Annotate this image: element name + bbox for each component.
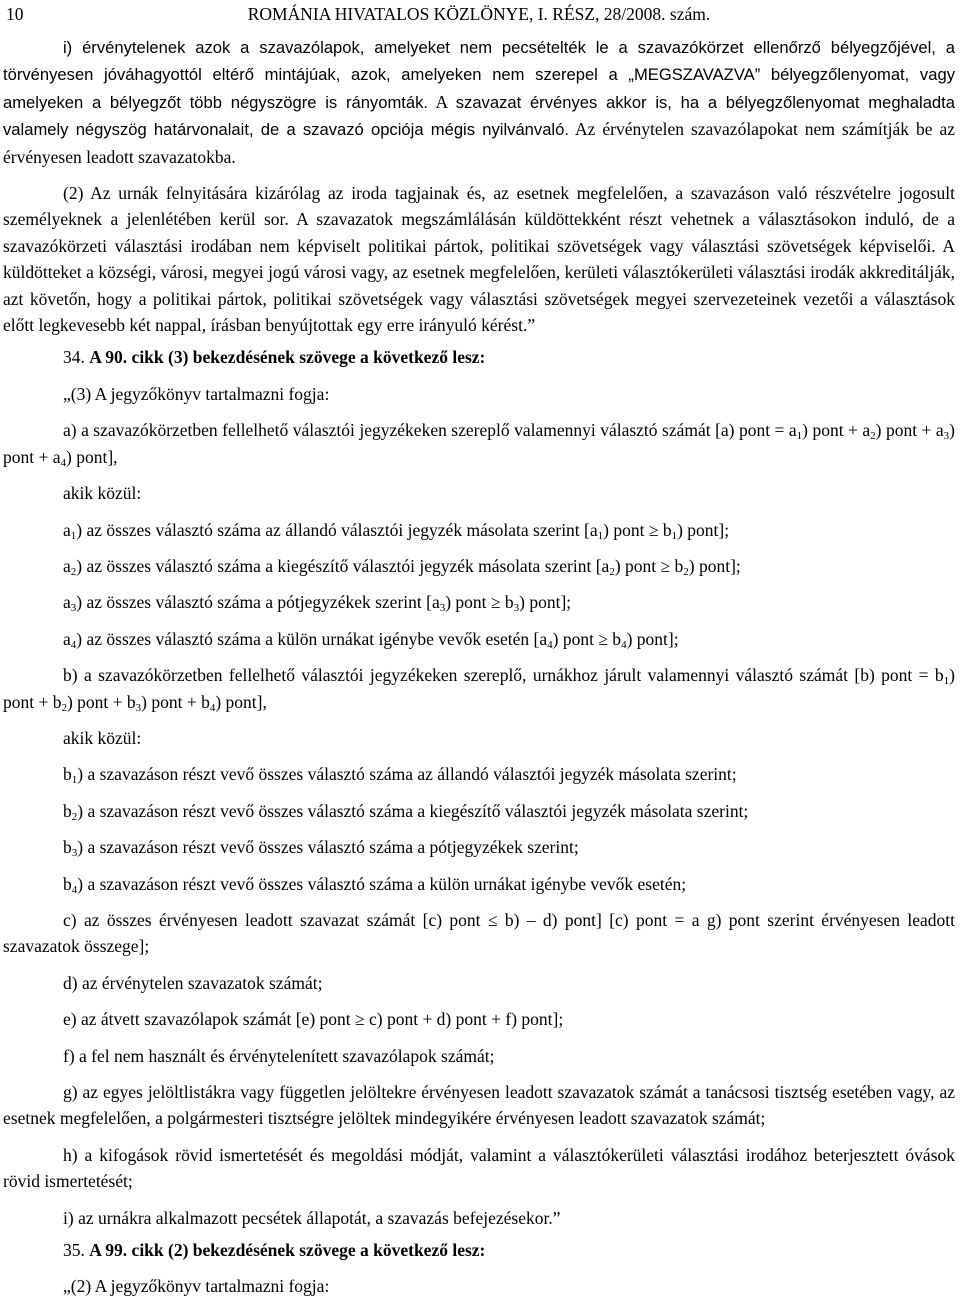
subscript: 1 [671, 529, 678, 542]
item-a3-text: ) pont]; [519, 592, 572, 613]
item-b1 [3, 761, 955, 787]
subscript: 4 [621, 638, 627, 651]
paragraph-i-sans-2: szavazat érvényes akkor is, ha a bélyegzőlenyomat meghaladta valamely négyszög határvonalait, de a szavazó opciója mégis nyilvánvaló. [3, 92, 955, 140]
item-b-text: ) pont], [215, 691, 267, 712]
item-a [3, 417, 955, 470]
item-letter: b [63, 873, 72, 894]
subscript: 4 [71, 883, 78, 896]
item-g: g) az egyes jelöltlistákra vagy független jelöltekre érvényesen leadott szavazatok számát a tanácsosi tisztség esetében vagy, az esetnek megfelelően, a polgármesteri tisztségre jelöltek mindegyikére érvényesen leadott szavazatok számát; [3, 1082, 955, 1129]
subscript: 4 [547, 638, 553, 651]
subscript: 2 [71, 810, 78, 823]
item-b4 [3, 871, 955, 897]
subscript: 1 [943, 675, 950, 688]
item-letter: a [63, 628, 71, 649]
item-letter: a [63, 592, 71, 613]
subscript: 4 [70, 638, 77, 651]
subscript: 1 [597, 529, 604, 542]
item-a2-text: ) pont ≥ b [614, 555, 684, 576]
point-35-heading [3, 1237, 955, 1263]
item-a4-text: ) pont]; [626, 628, 679, 649]
item-b1-text: ) a szavazáson részt vevő összes választó száma az állandó választói jegyzék másolata szerint; [77, 764, 737, 785]
subscript: 2 [70, 565, 77, 578]
point-34-number: 34. [63, 347, 90, 368]
page-header [3, 0, 955, 34]
paragraph-i-serif-2: Az érvénytelen szavazólapokat nem számítják be az érvényesen leadott szavazatokba. [3, 119, 955, 167]
item-letter: a [63, 519, 71, 540]
item-b3-text: ) a szavazáson részt vevő összes választó száma a pótjegyzékek szerint; [77, 837, 579, 858]
subscript: 4 [209, 701, 216, 714]
item-b2-text: ) a szavazáson részt vevő összes választó száma a kiegészítő választói jegyzék másolata szerint; [77, 800, 749, 821]
subscript: 3 [439, 602, 446, 615]
item-letter: b [63, 764, 72, 785]
point-35-title: A 99. cikk (2) bekezdésének szövege a következő lesz: [89, 1240, 486, 1261]
subscript: 1 [796, 430, 803, 443]
item-a1-text: ) pont]; [677, 519, 730, 540]
paragraph-i-sans-1: i) érvénytelenek azok a szavazólapok, amelyeket nem pecsételték le a szavazókörzet ellenőrző bélyegzőjével, a törvényesen jóváhagyottól eltérő mintájúak, azok, amelyeken nem szerepel a „MEGSZAVAZVA” bélyegzőlenyomat, vagy amelyeken a bélyegzőt több négyszögre is rányomták. [3, 38, 955, 112]
item-a-text: a) a szavazókörzetben fellelhető választói jegyzékeken szereplő valamennyi választó számát [a) pont = a [63, 420, 797, 441]
subscript: 1 [71, 774, 78, 787]
item-c: c) az összes érvényesen leadott szavazat számát [c) pont ≤ b) – d) pont] [c) pont = a g) pont szerint érvényesen leadott szavazatok összege]; [3, 909, 955, 957]
item-i: i) az urnákra alkalmazott pecsétek állapotát, a szavazás befejezésekor.” [63, 1207, 561, 1228]
item-a3-text: ) az összes választó száma a pótjegyzékek szerint [a [76, 592, 440, 613]
subscript: 3 [135, 701, 142, 714]
paragraph-2: (2) Az urnák felnyitására kizárólag az iroda tagjainak és, az esetnek megfelelően, a szavazáson való részvételre jogosult személyeknek a jelenlétében kerül sor. A szavazatok megszámlálásán küldöttekként részt vehetnek a választásokon induló, de a szavazókörzeti választási irodában nem képviselt politikai pártok, politikai szövetségek vagy választási szövetségek képviselői. A küldötteket a községi, városi, megyei jogú városi vagy, az esetnek megfelelően, kerületi választókerületi választási irodák akkreditálják, azt követőn, hogy a politikai pártok, politikai szövetségek vagy választási szövetségek megyei szervezeteinek vezetői a választások előtt legkevesebb két nappal, írásban benyújtottak egy erre irányuló kérést.” [3, 183, 955, 336]
point-34-title: A 90. cikk (3) bekezdésének szövege a következő lesz: [89, 347, 486, 368]
quote-2-intro: „(2) A jegyzőkönyv tartalmazni fogja: [63, 1276, 330, 1297]
subscript: 3 [71, 847, 78, 860]
akik-kozul-2: akik közül: [63, 727, 142, 748]
item-a-text: ) pont + a [802, 420, 871, 441]
item-d: d) az érvénytelen szavazatok számát; [63, 972, 323, 993]
subscript: 2 [870, 430, 876, 443]
subscript: 2 [609, 565, 615, 578]
item-a1 [3, 517, 955, 543]
running-head: ROMÁNIA HIVATALOS KÖZLÖNYE, I. RÉSZ, 28/2008. szám. [247, 4, 711, 24]
subscript: 2 [683, 565, 689, 578]
item-f: f) a fel nem használt és érvénytelenített szavazólapok számát; [63, 1045, 495, 1066]
item-a1-text: ) az összes választó száma az állandó választói jegyzék másolata szerint [a [76, 519, 598, 540]
subscript: 1 [70, 529, 77, 542]
page-number: 10 [6, 4, 24, 24]
item-b2 [3, 798, 955, 824]
subscript: 4 [60, 456, 66, 469]
item-a3-text: ) pont ≥ b [445, 592, 514, 613]
item-a2-text: ) pont]; [688, 555, 741, 576]
quote-3-intro: „(3) A jegyzőkönyv tartalmazni fogja: [63, 383, 330, 404]
item-a1-text: ) pont ≥ b [603, 519, 672, 540]
item-e: e) az átvett szavazólapok számát [e) pont ≥ c) pont + d) pont + f) pont]; [63, 1009, 564, 1030]
subscript: 3 [513, 602, 520, 615]
paragraph-i-serif-1: A [428, 91, 456, 112]
item-h: h) a kifogások rövid ismertetését és megoldási módját, valamint a választókerületi választási irodához beterjesztett óvások rövid ismertetését; [3, 1144, 955, 1192]
item-a-text: ) pont + a [875, 420, 944, 441]
item-b3 [3, 834, 955, 860]
item-b-text: ) pont + b [141, 691, 210, 712]
subscript: 3 [943, 430, 950, 443]
item-b [3, 662, 955, 715]
item-a-text: ) pont + a [3, 420, 955, 467]
item-b-text: b) a szavazókörzetben fellelhető választói jegyzékeken szereplő, urnákhoz járult valamennyi választó számát [b) pont = b [63, 665, 944, 686]
point-34-heading [3, 344, 955, 370]
item-b4-text: ) a szavazáson részt vevő összes választó száma a külön urnákat igénybe vevők esetén; [77, 873, 687, 894]
subscript: 3 [70, 602, 77, 615]
item-b-text: ) pont + b [66, 691, 136, 712]
item-a2-text: ) az összes választó száma a kiegészítő választói jegyzék másolata szerint [a [76, 555, 610, 576]
item-a3 [3, 589, 955, 615]
point-35-number: 35. [63, 1240, 90, 1261]
item-a-text: ) pont], [66, 446, 118, 467]
item-a4 [3, 626, 955, 652]
item-a2 [3, 553, 955, 579]
item-a4-text: ) pont ≥ b [552, 628, 622, 649]
subscript: 2 [61, 701, 67, 714]
paragraph-i [3, 34, 955, 170]
akik-kozul-1: akik közül: [63, 483, 142, 504]
item-b-text: ) pont + b [3, 665, 955, 712]
item-a4-text: ) az összes választó száma a külön urnákat igénybe vevők esetén [a [76, 628, 548, 649]
item-letter: a [63, 555, 71, 576]
item-letter: b [63, 837, 72, 858]
item-letter: b [63, 800, 72, 821]
